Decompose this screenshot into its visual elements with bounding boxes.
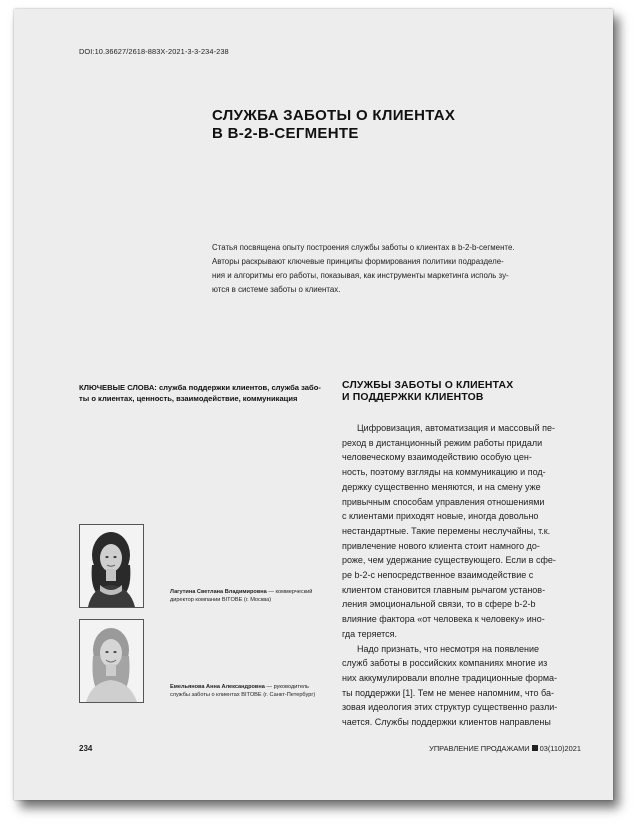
journal-issue: 03(110)2021 [539,744,581,753]
doi-label: DOI:10.36627/2618-883X-2021-3-3-234-238 [79,47,229,56]
article-title-line: В B-2-B-СЕГМЕНТЕ [212,125,359,142]
section-heading-line: И ПОДДЕРЖКИ КЛИЕНТОВ [342,392,484,403]
abstract-line: ния и алгоритмы его работы, показывая, как инструменты маркетинга исполь зу- [212,271,509,280]
journal-name: УПРАВЛЕНИЕ ПРОДАЖАМИ [429,744,530,753]
journal-footer [429,744,581,753]
body-line: ре b-2-c непосредственное взаимодействие с [342,570,534,581]
body-text [342,421,602,730]
body-line: Цифровизация, автоматизация и массовый пе- [342,423,556,433]
body-line: влияние фактора «от человека к человеку» ино- [342,614,545,625]
body-line: реход в дистанционный режим работы придали [342,437,543,448]
body-line: держку существенно меняются, и на смену уже [342,481,541,492]
body-line: чается. Службы поддержки клиентов направлены [342,717,551,728]
section-heading [342,380,602,404]
body-line: с клиентами приходят новые, иногда довольно [342,511,539,522]
abstract-line: Авторы раскрывают ключевые принципы формирования политики подразделе- [212,257,504,266]
body-line: ты поддержки [1]. Тем не менее напомним, что ба- [342,687,555,698]
body-line: них аккумулировали вполне традиционные форма- [342,672,558,683]
body-line: человеческому взаимодействию особую цен- [342,452,532,463]
body-line: ность, поэтому взгляды на коммуникацию и под- [342,467,546,478]
abstract-line: ются в системе заботы о клиентах. [212,285,341,294]
body-line: ления эмоциональной связи, то в сфере b-2-b [342,599,536,610]
body-line: привлечение нового клиента стоит намного до- [342,540,540,551]
journal-page [14,9,613,800]
author-name: Емельянова Анна Александровна [170,684,265,690]
author-photo [79,524,144,608]
abstract [212,241,602,297]
author-role-line: службы заботы о клиентах BITOBE (г. Санкт-Петербург) [170,691,316,698]
section-heading-line: СЛУЖБЫ ЗАБОТЫ О КЛИЕНТАХ [342,380,514,391]
author-photo [79,619,144,703]
abstract-line: Статья посвящена опыту построения службы заботы о клиентах в b-2-b-сегменте. [212,243,515,252]
author-caption [170,589,340,604]
page-number: 234 [79,744,93,753]
body-line: нестандартные. Такие перемены неслучайны, т.к. [342,525,551,536]
author-role: — коммерческий [266,589,313,595]
author-role-line: директор компании BITOBE (г. Москва) [170,596,272,603]
keywords-line: КЛЮЧЕВЫЕ СЛОВА: служба поддержки клиентов, служба забо- [79,383,321,392]
body-line: Надо признать, что несмотря на появление [342,643,540,654]
body-line: роже, чем удержание существующего. Если в сфе- [342,555,556,566]
body-line: гда теряется. [342,628,398,639]
body-line: клиентом становится главным рычагом установ- [342,584,546,595]
body-line: зовая идеология этих структур существенно разли- [342,702,558,713]
keywords [79,382,339,404]
article-title-line: СЛУЖБА ЗАБОТЫ О КЛИЕНТАХ [212,107,456,124]
square-separator-icon [532,745,538,751]
article-title [212,107,592,143]
body-line: служб заботы в российских компаниях многие из [342,658,548,669]
body-line: привычным способам управления отношениями [342,496,545,507]
author-name: Лагутина Светлана Владимировна [170,589,267,595]
author-caption [170,684,340,699]
portrait-dark-hair-image [80,525,143,607]
keywords-line: ты о клиентах, ценность, взаимодействие, коммуникация [79,394,298,403]
portrait-light-hair-image [80,620,143,702]
author-role: — руководитель [264,684,309,690]
